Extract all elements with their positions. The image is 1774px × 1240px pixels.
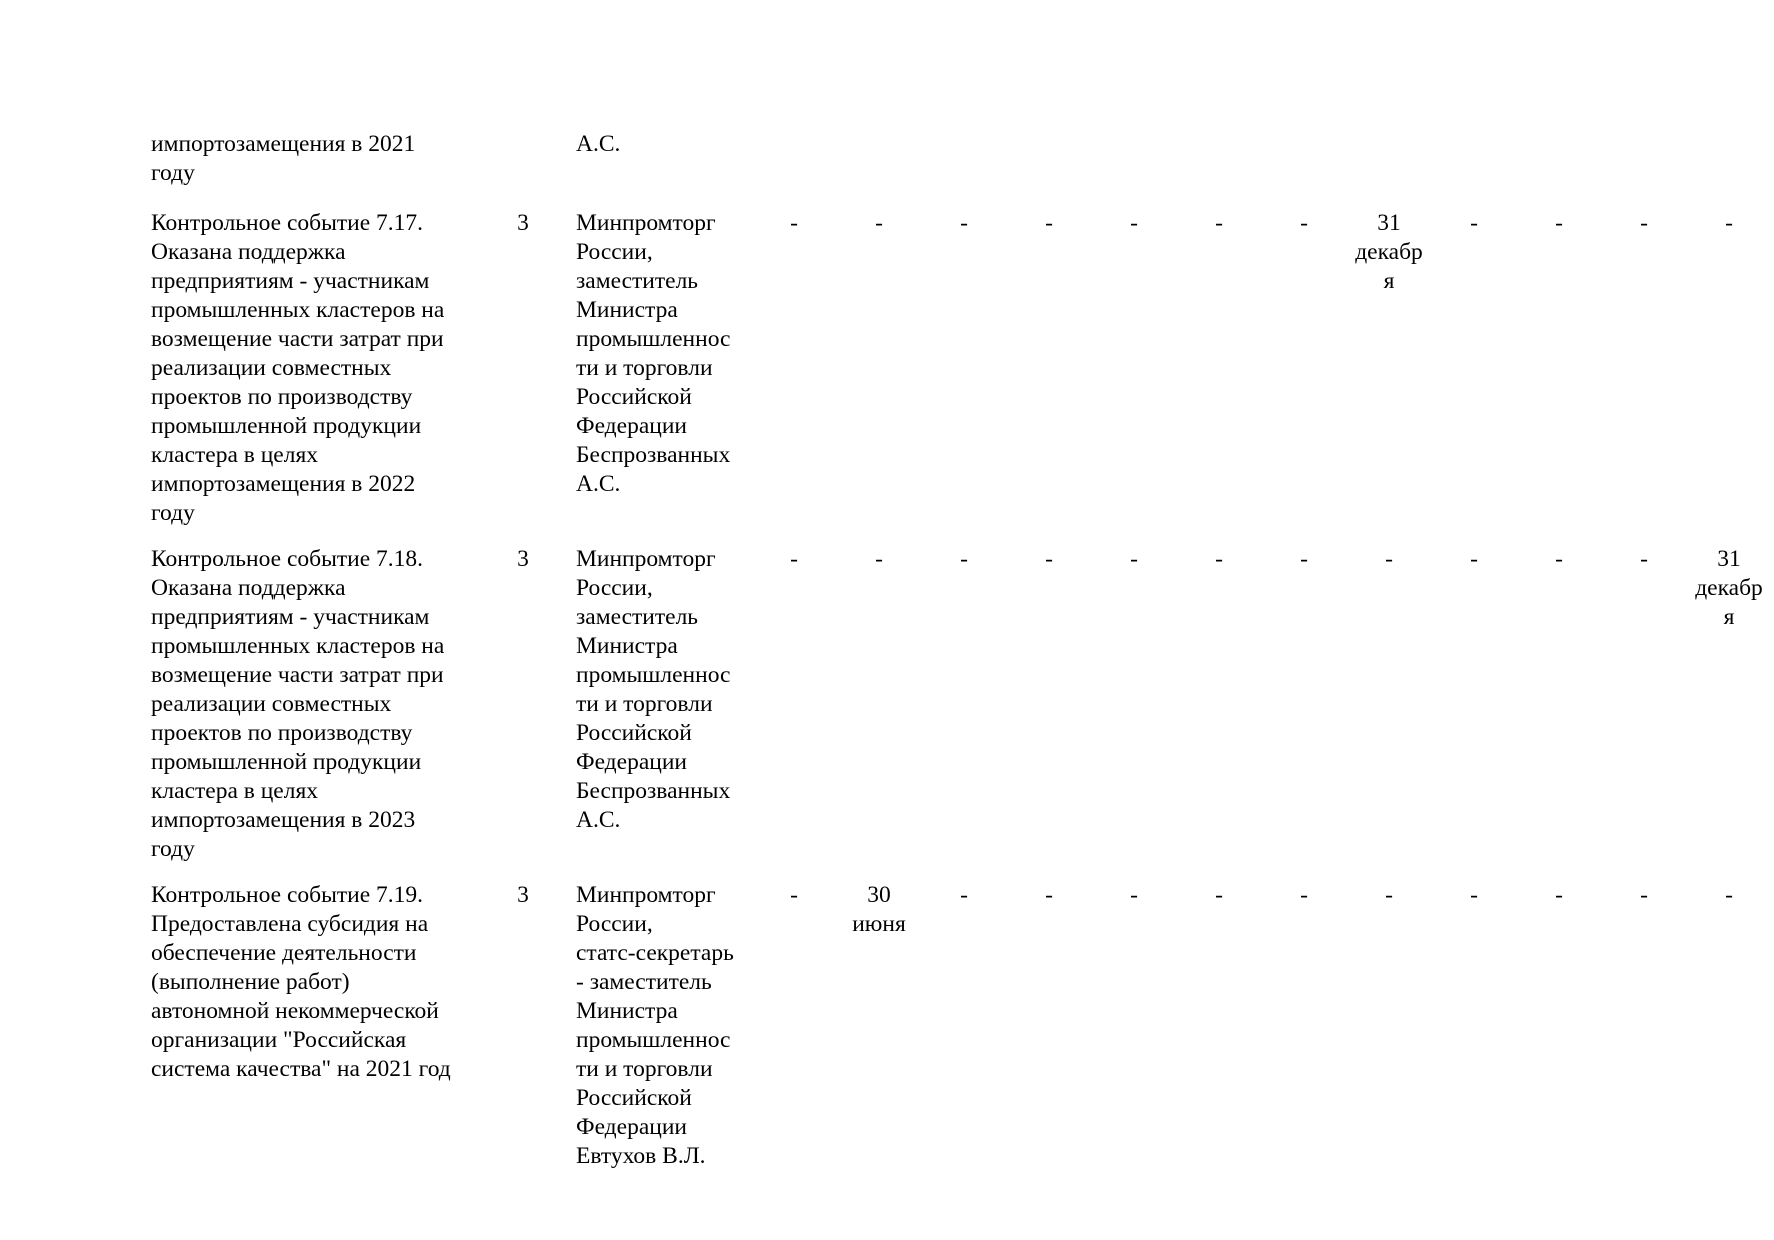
month-cell-nov: -	[1640, 546, 1648, 572]
month-cell-apr: -	[1045, 882, 1053, 908]
executor-cell: Минпромторг России, заместитель Министра промышленнос ти и торговли Российской Федерации Беспрозванных А.С.	[576, 210, 731, 497]
priority-cell: 3	[517, 882, 529, 908]
month-cell-sep: -	[1470, 546, 1478, 572]
month-cell-jan: -	[790, 210, 798, 236]
month-cell-oct: -	[1555, 882, 1563, 908]
month-cell-jan: -	[790, 882, 798, 908]
priority-cell: 3	[517, 546, 529, 572]
month-cell-feb: -	[875, 546, 883, 572]
month-cell-dec: -	[1725, 882, 1733, 908]
month-cell-jun: -	[1215, 546, 1223, 572]
month-cell-dec: -	[1725, 210, 1733, 236]
month-cell-aug: 31 декабр я	[1355, 210, 1423, 294]
month-cell-apr: -	[1045, 546, 1053, 572]
month-cell-feb: -	[875, 210, 883, 236]
month-cell-aug: -	[1385, 546, 1393, 572]
priority-cell: 3	[517, 210, 529, 236]
month-cell-jul: -	[1300, 546, 1308, 572]
month-cell-jul: -	[1300, 882, 1308, 908]
month-cell-apr: -	[1045, 210, 1053, 236]
month-cell-aug: -	[1385, 882, 1393, 908]
month-cell-dec: 31 декабр я	[1695, 546, 1763, 630]
month-cell-nov: -	[1640, 210, 1648, 236]
event-name-cell: Контрольное событие 7.19. Предоставлена субсидия на обеспечение деятельности (выполнение работ) автономной некоммерческой организации "Российская система качества" на 2021 год	[151, 882, 451, 1082]
month-cell-mar: -	[960, 882, 968, 908]
month-cell-jun: -	[1215, 882, 1223, 908]
month-cell-mar: -	[960, 210, 968, 236]
executor-cell: Минпромторг России, заместитель Министра промышленнос ти и торговли Российской Федерации Беспрозванных А.С.	[576, 546, 731, 833]
month-cell-jun: -	[1215, 210, 1223, 236]
month-cell-sep: -	[1470, 210, 1478, 236]
month-cell-may: -	[1130, 210, 1138, 236]
month-cell-may: -	[1130, 882, 1138, 908]
executor-cell: Минпромторг России, статс-секретарь - заместитель Министра промышленнос ти и торговли Российской Федерации Евтухов В.Л.	[576, 882, 734, 1169]
month-cell-feb: 30 июня	[852, 882, 906, 937]
executor-cell: А.С.	[576, 131, 621, 157]
month-cell-may: -	[1130, 546, 1138, 572]
month-cell-nov: -	[1640, 882, 1648, 908]
month-cell-sep: -	[1470, 882, 1478, 908]
event-name-cell: импортозамещения в 2021 году	[151, 131, 416, 186]
month-cell-oct: -	[1555, 210, 1563, 236]
month-cell-oct: -	[1555, 546, 1563, 572]
month-cell-jan: -	[790, 546, 798, 572]
month-cell-mar: -	[960, 546, 968, 572]
event-name-cell: Контрольное событие 7.17. Оказана поддержка предприятиям - участникам промышленных кластеров на возмещение части затрат при реализации совместных проектов по производству промышленной продукции кластера в целях импортозамещения в 2022 году	[151, 210, 445, 526]
month-cell-jul: -	[1300, 210, 1308, 236]
event-name-cell: Контрольное событие 7.18. Оказана поддержка предприятиям - участникам промышленных кластеров на возмещение части затрат при реализации совместных проектов по производству промышленной продукции кластера в целях импортозамещения в 2023 году	[151, 546, 445, 862]
